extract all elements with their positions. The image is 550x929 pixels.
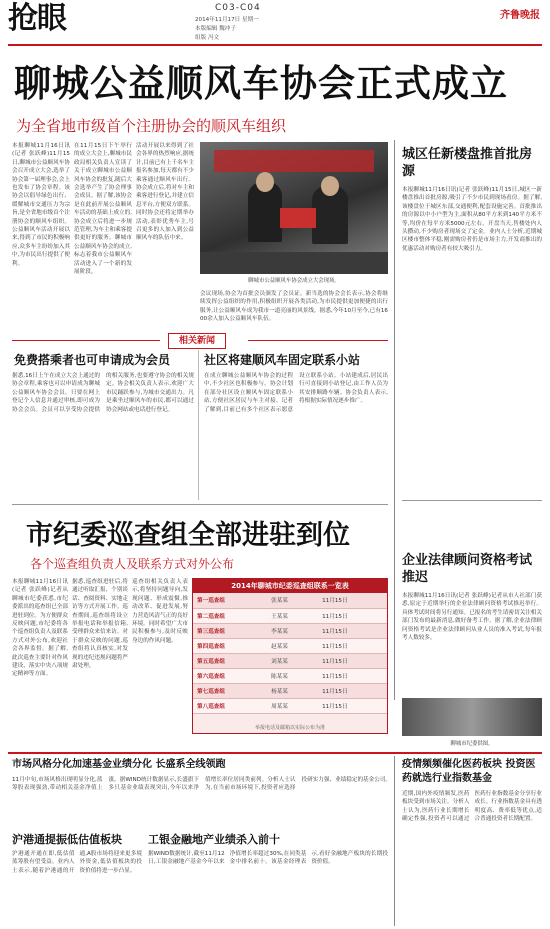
table-cell-group: 第三巡查组 (193, 623, 267, 638)
table-row (193, 623, 387, 638)
table-row (193, 653, 387, 668)
table-cell-leader: 刘某某 (267, 653, 318, 668)
lead-text-col1: 本报聊城11月16日讯(记者 张跃峰)11月15日,聊城市公益顺风车协会召开成立大会,选举了协会第一届理事会,会上也发布了协会章程。该协会以倡导绿色出行、缓解城市交通压力为宗旨,是全省地市级首个注册协会的顺风车组织。公益顺风车活动开展以来,得到了市民的积极响应,众多车主纷纷加入其中,为市民出行提供了便利。 (12, 143, 70, 267)
bottom-headline-1: 市场风格分化加速基金业绩分化 长盛系全线领跑 (12, 759, 226, 770)
table-row (193, 698, 387, 713)
related-rule-left (12, 340, 160, 341)
table-cell-leader: 周某某 (267, 698, 318, 713)
related-divider (198, 350, 199, 500)
lead-text-col2: 在11月15日下午举行的成立大会上,聊城市民政局相关负责人宣读了关于成立聊城市公益顺风车协会的批复,随后大会选举产生了协会理事会成员。据了解,该协会是在此前开展公益顺风车活动的基础上成立的,协会成立后将进一步规范管理,为车主和乘客提供更好的服务。聊城市公益顺风车协会的成立,标志着我市公益顺风车活动进入了一个新的发展阶段。 (74, 143, 132, 276)
table-cell-group: 第五巡查组 (193, 653, 267, 668)
sidebar2-text: 本报聊城11月16日讯(记者 张跃峰)记者从市人社部门获悉,原定于近期举行的企业法律顾问资格考试推迟举行。具体考试时间将另行通知。已报名的考生请密切关注相关部门发布的最新消息,做好备考工作。据了解,企业法律顾问资格考试是企业法律顾问从业人员的准入考试,每年报考人数较多。 (402, 593, 542, 642)
lead-text-col4: 会议现场,协会为首批会员颁发了会员证。新当选的协会会长表示,协会将继续发挥公益组织的作用,积极组织开展各类活动,为市民提供更加便捷的出行服务,让公益顺风车成为我市一道亮丽的风景线。据悉,今年10月至今,已有1600余人加入公益顺风车队伍。 (200, 291, 388, 323)
related-right-headline: 社区将建顺风车固定联系小站 (204, 353, 361, 367)
sidebar-rule (402, 500, 542, 501)
sidebar-divider (394, 140, 395, 700)
table-cell-group: 第二巡查组 (193, 608, 267, 623)
related-left-text: 据悉,16日上午在成立大会上通过的协会章程,乘客也可以申请成为聊城公益顺风车协会会员。只要在网上登记个人信息并通过审核,即可成为协会会员。会员可以享受协会提供的相关服务,也要遵守协会的相关规定。协会相关负责人表示,欢迎广大市民踊跃参与,为城市交通出力。凡是乘坐过顺风车的市民,都可以通过协会网站或电话进行登记。 (12, 373, 194, 413)
table-cell-date: 11月15日 (318, 608, 387, 623)
inspection-text-col2: 据悉,巡查组进驻后,将通过听取汇报、个别谈话、查阅资料、实地走访等方式开展工作。巡查期间,巡查组将设立举报电话和举报信箱,受理群众来信来访。对于群众反映的问题,巡查组将认真核实,对发现的违纪违规问题将严肃处理。 (72, 579, 128, 670)
table-cell-group: 第四巡查组 (193, 638, 267, 653)
bottom-text-3: 据WIND数据统计,截至11月12日,工银金融地产基金今年以来净值增长率超过30%,在同类基金中排名前十。该基金经理表示,看好金融地产板块的长期投资价值。 (148, 851, 388, 866)
inspection-text-col1: 本报聊城11月16日讯(记者 张跃峰)记者从聊城市纪委获悉,市纪委派出的巡查组已全部进驻到位。为方便群众反映问题,市纪委将各个巡查组负责人及联系方式对外公布,欢迎社会各界监督。据了解,此次巡查主要针对作风建设、落实中央八项规定精神等方面。 (12, 579, 68, 678)
inspection-subhead: 各个巡查组负责人及联系方式对外公布 (30, 557, 235, 571)
lead-photo-caption: 聊城市公益顺风车协会成立大会现场。 (248, 278, 340, 284)
bottom-rule (8, 752, 542, 754)
table-cell-leader: 赵某某 (267, 638, 318, 653)
inspection-table (192, 578, 388, 734)
sidebar2-photo-caption: 聊城市纪委供图。 (450, 741, 494, 747)
table-cell-leader: 杨某某 (267, 683, 318, 698)
table-row (193, 668, 387, 683)
bottom-text-1: 11月中旬,市场风格出现明显分化,蓝筹股表现强劲,带动相关基金净值上涨。据WIND统计数据显示,长盛旗下多只基金业绩表现突出,今年以来净值增长率位居同类前列。分析人士认为,在当前市场环境下,投资者应选择投研实力强、业绩稳定的基金公司。 (12, 777, 392, 792)
related-label: 相关新闻 (168, 333, 226, 349)
sidebar2-photo (402, 698, 542, 736)
bottom-text-2: 沪港通开通在即,低估值蓝筹股有望受益。业内人士表示,随着沪港通的开通,A股市场将迎来更多境外资金,低估值板块的投资价值将进一步凸显。 (12, 851, 142, 874)
table-footer: 举报电话及邮箱以实际公布为准 (254, 725, 325, 731)
table-cell-leader: 王某某 (267, 608, 318, 623)
table-cell-leader: 张某某 (267, 593, 318, 608)
table-cell-date: 11月15日 (318, 653, 387, 668)
related-left-headline: 免费搭乘者也可申请成为会员 (14, 353, 171, 367)
date-line: 2014年11月17日 星期一 (195, 17, 259, 23)
inspection-text-col3: 巡查组相关负责人表示,将坚持问题导向,发现问题、形成震慑,推动改革、促进发展,努力营造风清气正的良好环境。同时希望广大市民积极参与,及时反映身边的作风问题。 (132, 579, 188, 644)
newspaper-name: 齐鲁晚报 (500, 10, 540, 21)
sidebar2-headline: 企业法律顾问资格考试推迟 (402, 553, 533, 585)
table-cell-leader: 陈某某 (267, 668, 318, 683)
proof-line: 组版 冯文 (195, 35, 220, 41)
lead-subhead: 为全省地市级首个注册协会的顺风车组织 (16, 117, 287, 135)
lead-photo (200, 142, 388, 274)
table-cell-date: 11月15日 (318, 638, 387, 653)
bottom-text-4: 近期,国内外疫情频发,医药板块受到市场关注。分析人士认为,医药行业长期增长确定性强,投资者可以通过医药行业指数基金分享行业成长。行业指数基金具有透明度高、费率低等优点,适合普通投资者长期配置。 (402, 791, 542, 823)
related-rule-right (248, 340, 388, 341)
table-body (193, 593, 387, 714)
bottom-headline-4: 疫情频频催化医药板块 投资医药就选行业指数基金 (402, 759, 536, 784)
bottom-divider (394, 756, 395, 926)
masthead-rule (8, 44, 542, 46)
editor-line: 本版编辑 魏冲子 (195, 26, 236, 32)
table-row (193, 593, 387, 608)
table-title: 2014年聊城市纪委巡查组联系一览表 (193, 579, 387, 593)
table-cell-group: 第六巡查组 (193, 668, 267, 683)
sidebar1-text: 本报聊城11月16日讯(记者 张跃峰)11月15日,城区一新楼盘推出首批房源,吸引了不少市民到现场看房。据了解,该楼盘位于城区东部,交通便利,配套设施完善。首批推出的房源以中小户型为主,面积从80平方米到140平方米不等,均价在每平方米5000元左右。开盘当天,售楼处内人头攒动,不少购房者现场交了定金。业内人士分析,近期城区楼市整体平稳,刚需购房者仍是市场主力,开发商推出的优惠活动对购房者有较大吸引力。 (402, 187, 542, 252)
table-cell-date: 11月15日 (318, 623, 387, 638)
sidebar1-headline: 城区任新楼盘推首批房源 (402, 147, 533, 179)
brand-logo: 抢眼 (8, 1, 66, 36)
bottom-headline-3: 工银金融地产业绩杀入前十 (148, 833, 280, 846)
table-row (193, 683, 387, 698)
table-row (193, 608, 387, 623)
table-row (193, 638, 387, 653)
table-cell-date: 11月15日 (318, 593, 387, 608)
bottom-headline-2: 沪港通提振低估值板块 (12, 833, 122, 846)
inspection-headline: 市纪委巡查组全部进驻到位 (26, 520, 350, 551)
table-cell-group: 第八巡查组 (193, 698, 267, 713)
table-cell-leader: 李某某 (267, 623, 318, 638)
table-cell-date: 11月15日 (318, 698, 387, 713)
lead-headline: 聊城公益顺风车协会正式成立 (14, 62, 508, 105)
table-cell-date: 11月15日 (318, 683, 387, 698)
table-cell-group: 第七巡查组 (193, 683, 267, 698)
table-cell-date: 11月15日 (318, 668, 387, 683)
section-rule (12, 504, 388, 505)
page-code: C03-C04 (215, 3, 261, 13)
lead-text-col3: 活动开展以来得到了社会各界的热烈响应,据统计,目前已有上千名车主报名参加,每天都有不少乘客通过顺风车出行。协会成立后,将对车主和乘客进行登记,并建立信息平台,方便双方联系。同时协会还将定期举办活动,表彰优秀车主,号召更多的人加入到公益顺风车的队伍中来。 (136, 143, 194, 242)
related-right-text: 在成立聊城公益顺风车协会的过程中,不少社区也积极参与。协会计划在部分社区设立顺风车固定联系小站,方便社区居民与车主对接。记者了解到,目前已有多个社区表示愿意设立联系小站。小站建成后,居民出行可直接到小站登记,由工作人员为其安排顺路车辆。协会负责人表示,将根据实际情况逐步推广。 (204, 373, 388, 413)
table-cell-group: 第一巡查组 (193, 593, 267, 608)
